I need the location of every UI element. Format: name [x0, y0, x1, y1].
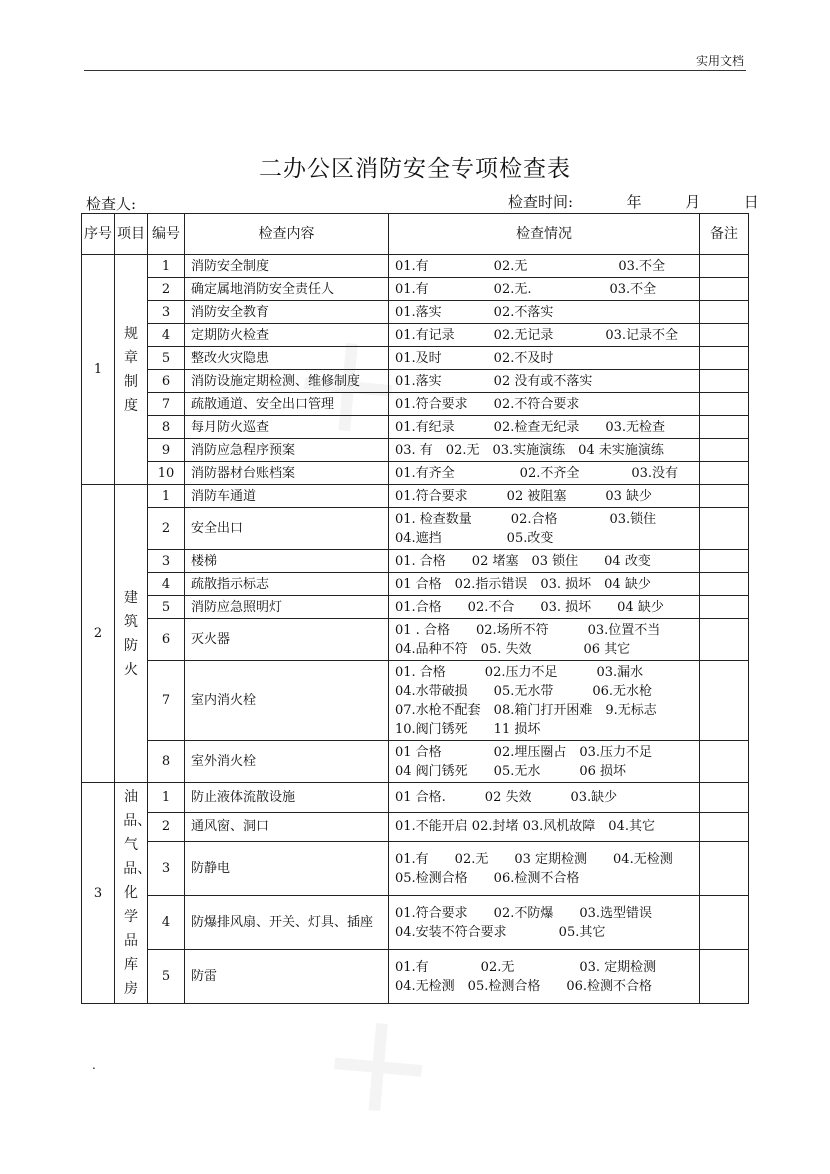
group-item: [115, 783, 152, 1004]
check-result: [389, 550, 700, 573]
check-content: 疏散通道、安全出口管理: [185, 393, 389, 416]
note-cell[interactable]: [700, 393, 749, 416]
check-result: [389, 370, 700, 393]
result-options: 01.有 02.无 03.不全: [395, 258, 666, 274]
row-number: 2: [148, 278, 185, 301]
result-options: 01.落实 02.不落实: [395, 304, 554, 320]
row-number: 5: [148, 950, 185, 1004]
note-cell[interactable]: [700, 347, 749, 370]
check-content: 防静电: [185, 842, 389, 896]
note-cell[interactable]: [700, 508, 749, 550]
note-cell[interactable]: [700, 619, 749, 661]
row-number: 8: [148, 741, 185, 783]
row-number: 4: [148, 324, 185, 347]
check-result: [389, 896, 700, 950]
check-content: 定期防火检查: [185, 324, 389, 347]
header-content: 检查内容: [185, 214, 389, 255]
table-row: [82, 619, 749, 661]
result-options: 03. 有 02.无 03.实施演练 04 未实施演练: [395, 442, 664, 458]
result-options: 01 合格 02.埋压圈占 03.压力不足: [395, 744, 653, 760]
check-result: [389, 661, 700, 741]
result-options: 01.不能开启 02.封堵 03.风机故障 04.其它: [395, 819, 655, 835]
check-result: [389, 508, 700, 550]
page-title: 二办公区消防安全专项检查表: [259, 156, 571, 182]
table-row: [82, 596, 749, 619]
check-content: 消防安全制度: [185, 255, 389, 278]
time-label: 检查时间:: [508, 193, 574, 211]
check-content: 消防设施定期检测、维修制度: [185, 370, 389, 393]
note-cell[interactable]: [700, 812, 749, 842]
row-number: 9: [148, 439, 185, 462]
group-item: [115, 485, 148, 783]
row-number: 4: [148, 573, 185, 596]
check-result: [389, 812, 700, 842]
result-options: 01.有齐全 02.不齐全 03.没有: [395, 465, 679, 481]
check-content: 消防安全教育: [185, 301, 389, 324]
table-row: [82, 573, 749, 596]
check-content: 每月防火巡查: [185, 416, 389, 439]
row-number: 1: [148, 783, 185, 813]
result-options: 01. 合格 02.压力不足 03.漏水: [395, 664, 644, 680]
check-result: [389, 573, 700, 596]
check-content: 安全出口: [185, 508, 389, 550]
table-row: [82, 439, 749, 462]
table-row: [82, 255, 749, 278]
check-content: 防雷: [185, 950, 389, 1004]
row-number: 1: [148, 485, 185, 508]
check-result: [389, 324, 700, 347]
header-item: 项目: [115, 214, 148, 255]
note-cell[interactable]: [700, 596, 749, 619]
result-options: 01.合格 02.不合 03. 损坏 04 缺少: [395, 599, 664, 615]
table-row: [82, 550, 749, 573]
check-content: 防爆排风扇、开关、灯具、插座: [185, 896, 389, 950]
note-cell[interactable]: [700, 661, 749, 741]
result-options: 01.符合要求 02 被阻塞 03 缺少: [395, 488, 653, 504]
table-row: [82, 741, 749, 783]
check-result: [389, 842, 700, 896]
inspection-table: [81, 213, 749, 1004]
note-cell[interactable]: [700, 324, 749, 347]
note-cell[interactable]: [700, 950, 749, 1004]
row-number: 4: [148, 896, 185, 950]
check-result: [389, 485, 700, 508]
note-cell[interactable]: [700, 741, 749, 783]
check-result: [389, 416, 700, 439]
check-result: [389, 301, 700, 324]
note-cell[interactable]: [700, 783, 749, 813]
note-cell[interactable]: [700, 462, 749, 485]
note-cell[interactable]: [700, 550, 749, 573]
check-content: 消防应急照明灯: [185, 596, 389, 619]
row-number: 7: [148, 661, 185, 741]
result-options: 01.落实 02 没有或不落实: [395, 373, 593, 389]
check-content: 消防应急程序预案: [185, 439, 389, 462]
note-cell[interactable]: [700, 278, 749, 301]
result-options: 04.遮挡 05.改变: [395, 530, 554, 546]
header-note: 备注: [700, 214, 749, 255]
group-item: [115, 255, 148, 485]
header-seq: 序号: [82, 214, 115, 255]
header-note: 实用文档: [695, 54, 744, 68]
table-row: [82, 842, 749, 896]
check-result: [389, 741, 700, 783]
note-cell[interactable]: [700, 896, 749, 950]
table-row: [82, 347, 749, 370]
group-seq: 2: [82, 485, 115, 783]
check-result: [389, 619, 700, 661]
check-content: 整改火灾隐患: [185, 347, 389, 370]
row-number: 6: [148, 370, 185, 393]
note-cell[interactable]: [700, 573, 749, 596]
table-row: [82, 950, 749, 1004]
result-options: 01.有记录 02.无记录 03.记录不全: [395, 327, 679, 343]
table-row: [82, 301, 749, 324]
check-content: 消防车通道: [185, 485, 389, 508]
note-cell[interactable]: [700, 301, 749, 324]
result-options: 05.检测合格 06.检测不合格: [395, 870, 580, 886]
table-row: [82, 462, 749, 485]
table-row: [82, 416, 749, 439]
table-row: [82, 278, 749, 301]
row-number: 3: [148, 301, 185, 324]
row-number: 1: [148, 255, 185, 278]
group-item-text: 规章制度: [123, 325, 138, 414]
result-options: 01 合格 02.指示错误 03. 损坏 04 缺少: [395, 576, 651, 592]
check-content: 消防器材台账档案: [185, 462, 389, 485]
table-row: [82, 324, 749, 347]
check-content: 室外消火栓: [185, 741, 389, 783]
check-result: [389, 393, 700, 416]
group-seq: 1: [82, 255, 115, 485]
check-result: [389, 347, 700, 370]
note-cell[interactable]: [700, 439, 749, 462]
row-number: 3: [148, 550, 185, 573]
result-options: 01.符合要求 02.不符合要求: [395, 396, 580, 412]
result-options: 01 . 合格 02.场所不符 03.位置不当: [395, 622, 661, 638]
check-content: 疏散指示标志: [185, 573, 389, 596]
result-options: 10.阀门锈死 11 损坏: [395, 721, 541, 737]
result-options: 01 合格. 02 失效 03.缺少: [395, 789, 618, 805]
result-options: 04.水带破损 05.无水带 06.无水枪: [395, 683, 653, 699]
footer-mark: .: [92, 1058, 96, 1072]
check-result: [389, 278, 700, 301]
result-options: 01.有 02.无. 03.不全: [395, 281, 657, 297]
header-num: 编号: [148, 214, 185, 255]
group-seq: 3: [82, 783, 115, 1004]
check-result: [389, 783, 700, 813]
header-result: 检查情况: [389, 214, 700, 255]
table-row: [82, 661, 749, 741]
result-options: 01.及时 02.不及时: [395, 350, 554, 366]
inspection-time: [508, 191, 759, 212]
table-row: [82, 485, 749, 508]
result-options: 01.有 02.无 03. 定期检测: [395, 959, 657, 975]
month-label: 月: [685, 193, 701, 211]
result-options: 04.品种不符 05. 失效 06 其它: [395, 641, 631, 657]
check-content: 楼梯: [185, 550, 389, 573]
row-number: 2: [148, 812, 185, 842]
check-result: [389, 950, 700, 1004]
row-number: 3: [148, 842, 185, 896]
check-content: 室内消火栓: [185, 661, 389, 741]
row-number: 5: [148, 596, 185, 619]
row-number: 5: [148, 347, 185, 370]
row-number: 2: [148, 508, 185, 550]
table-row: [82, 508, 749, 550]
year-label: 年: [626, 193, 642, 211]
check-content: 防止液体流散设施: [185, 783, 389, 813]
table-row: [82, 812, 749, 842]
note-cell[interactable]: [700, 416, 749, 439]
table-row: [82, 370, 749, 393]
check-result: [389, 255, 700, 278]
result-options: 04.无检测 05.检测合格 06.检测不合格: [395, 978, 653, 994]
day-label: 日: [743, 193, 759, 211]
result-options: 01.符合要求 02.不防爆 03.选型错误: [395, 905, 653, 921]
result-options: 01.有纪录 02.检查无纪录 03.无检查: [395, 419, 666, 435]
result-options: 04 阀门锈死 05.无水 06 损坏: [395, 763, 627, 779]
row-number: 10: [148, 462, 185, 485]
result-options: 07.水枪不配套 08.箱门打开困难 9.无标志: [395, 702, 657, 718]
note-cell[interactable]: [700, 842, 749, 896]
watermark: [297, 984, 463, 1155]
check-result: [389, 596, 700, 619]
group-item-text: 油品、气品、化学品库房: [123, 789, 152, 997]
table-row: [82, 393, 749, 416]
note-cell[interactable]: [700, 485, 749, 508]
inspector-label: 检查人:: [86, 195, 137, 213]
table-row: [82, 783, 749, 813]
row-number: 6: [148, 619, 185, 661]
result-options: 01. 检查数量 02.合格 03.锁住: [395, 511, 657, 527]
check-result: [389, 439, 700, 462]
group-item-text: 建筑防火: [123, 589, 138, 678]
note-cell[interactable]: [700, 370, 749, 393]
row-number: 8: [148, 416, 185, 439]
note-cell[interactable]: [700, 255, 749, 278]
result-options: 04.安装不符合要求 05.其它: [395, 924, 606, 940]
header-divider: [84, 70, 746, 71]
row-number: 7: [148, 393, 185, 416]
table-row: [82, 896, 749, 950]
check-content: 灭火器: [185, 619, 389, 661]
result-options: 01. 合格 02 堵塞 03 锁住 04 改变: [395, 553, 651, 569]
result-options: 01.有 02.无 03 定期检测 04.无检测: [395, 851, 673, 867]
check-result: [389, 462, 700, 485]
check-content: 确定属地消防安全责任人: [185, 278, 389, 301]
check-content: 通风窗、洞口: [185, 812, 389, 842]
